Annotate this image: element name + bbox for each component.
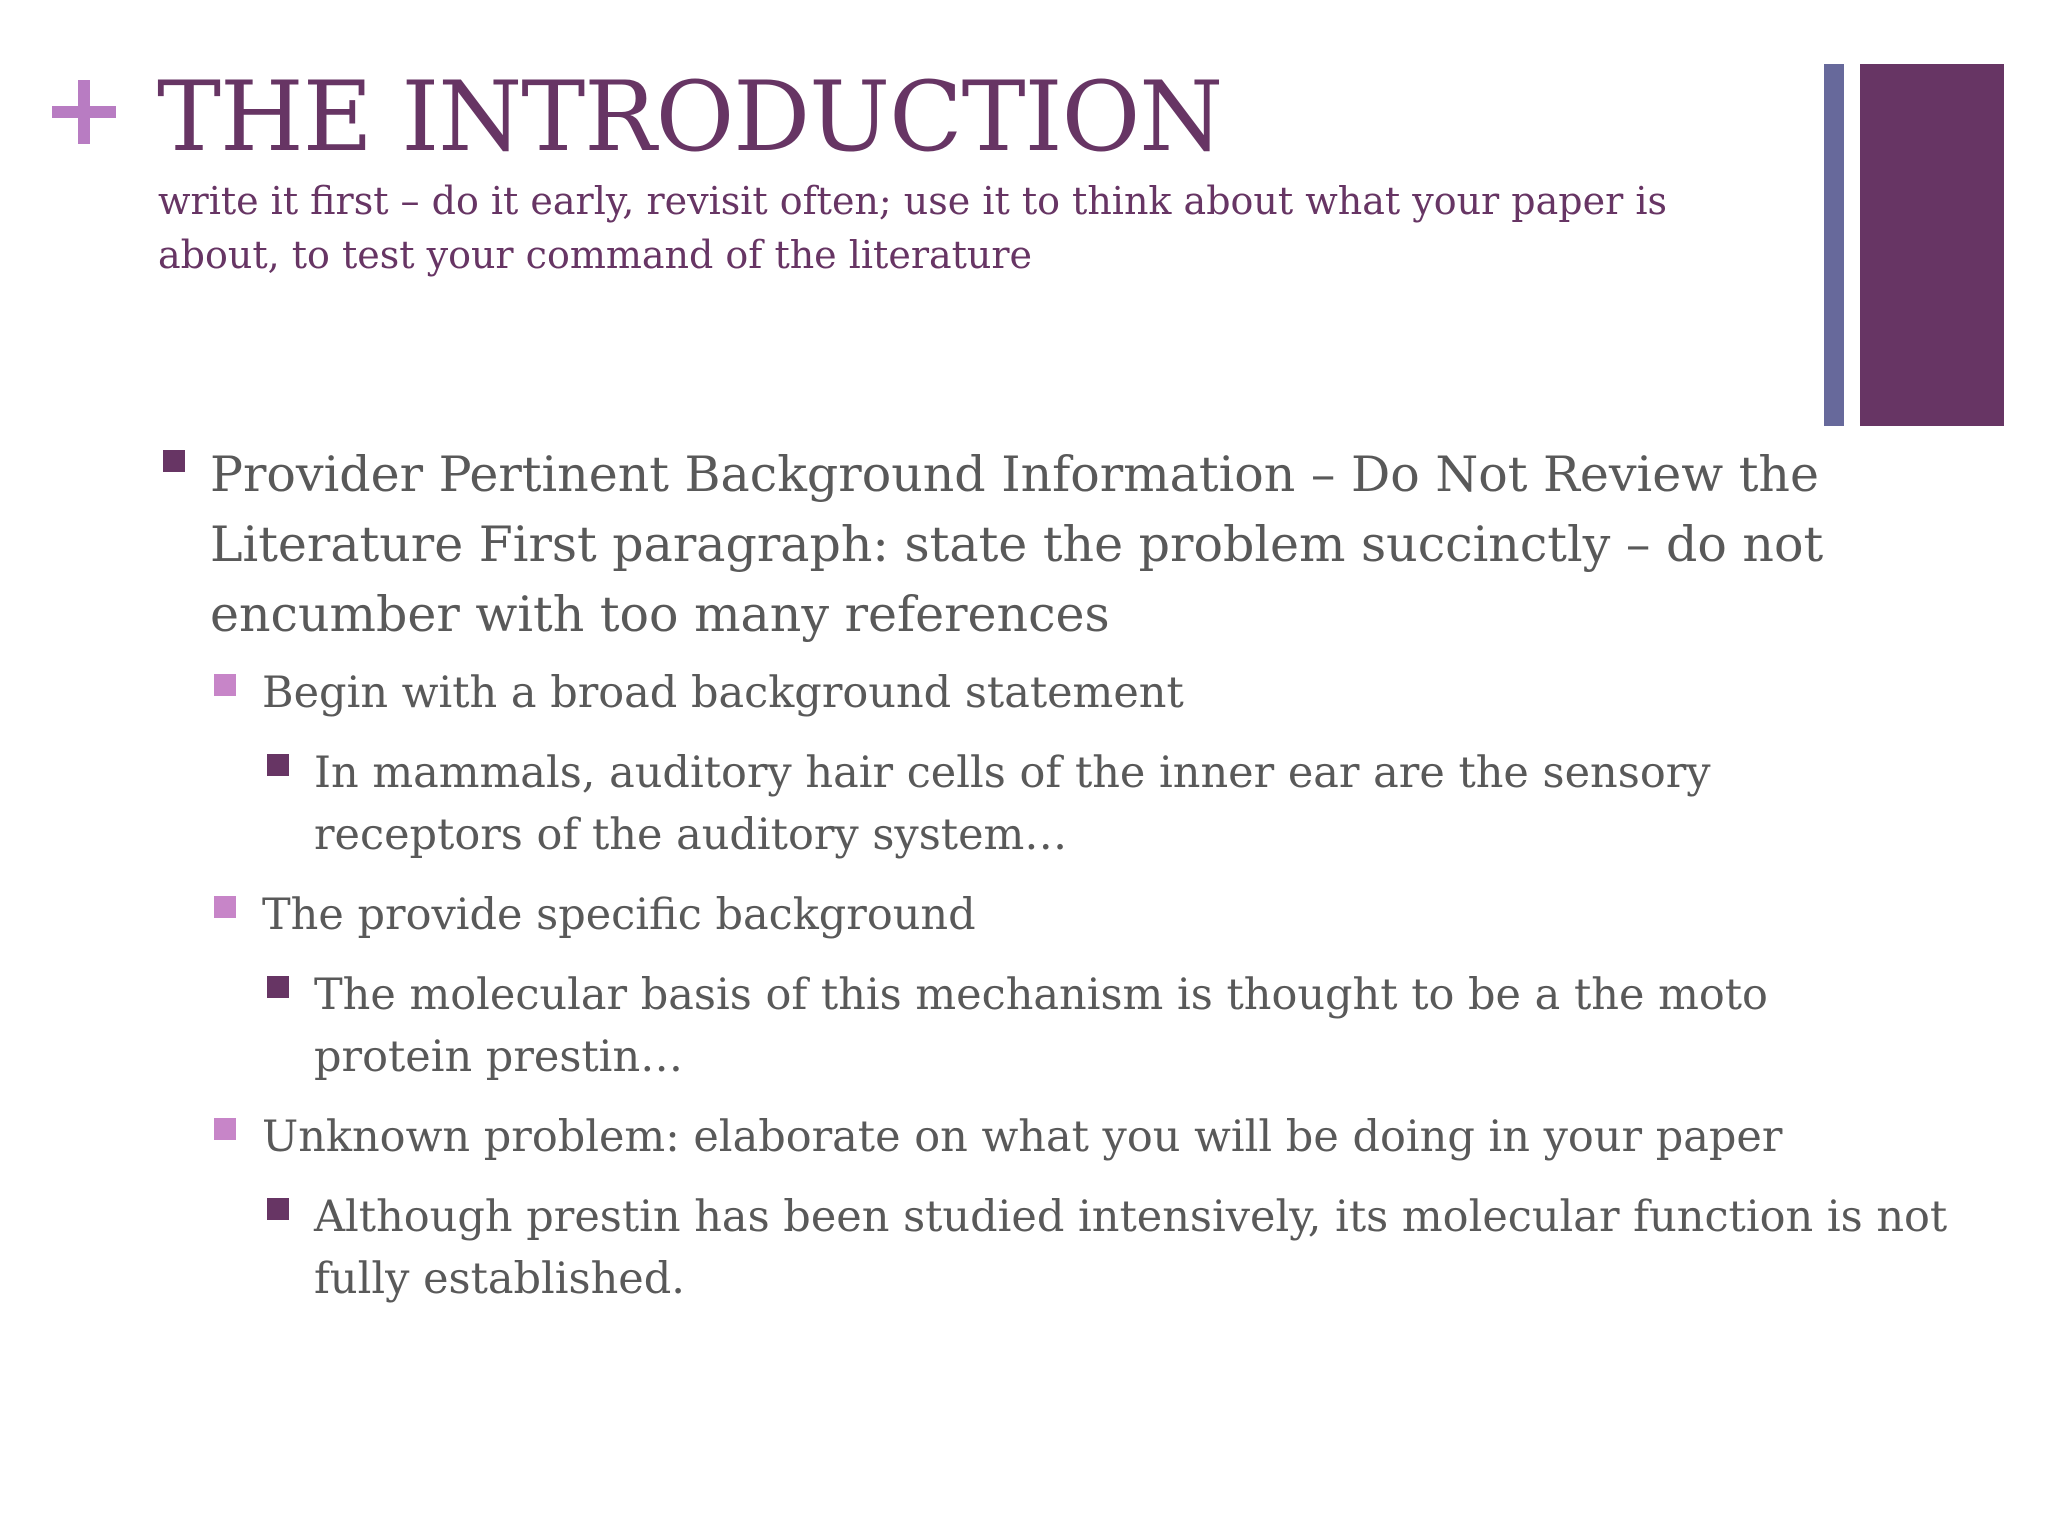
bullet-square-icon xyxy=(163,450,185,472)
bullet-text: Begin with a broad background statement xyxy=(262,668,1184,718)
bullet-text: The molecular basis of this mechanism is thought to be a the moto protein prestin… xyxy=(314,970,1768,1082)
bullet-square-icon xyxy=(214,674,236,696)
bullet-square-icon xyxy=(267,976,289,998)
bullet-text: Although prestin has been studied intensively, its molecular function is not fully established. xyxy=(314,1192,1948,1304)
bullet-square-icon xyxy=(267,754,289,776)
bullet-square-icon xyxy=(267,1198,289,1220)
bullet-square-icon xyxy=(214,896,236,918)
slide-subtitle: write it first – do it early, revisit often; use it to think about what your paper is about, to test your command of the literature xyxy=(158,179,1667,277)
slide-title: THE INTRODUCTION xyxy=(157,61,1223,173)
bullet-text: The provide specific background xyxy=(262,890,976,940)
bullet-text: Unknown problem: elaborate on what you will be doing in your paper xyxy=(262,1112,1783,1162)
bullet-text: Provider Pertinent Background Information – Do Not Review the Literature First paragraph: state the problem succinctly – do not encumber with too many references xyxy=(210,446,1824,643)
bullet-square-icon xyxy=(214,1118,236,1140)
bullet-text: In mammals, auditory hair cells of the inner ear are the sensory receptors of the auditory system… xyxy=(314,748,1711,860)
